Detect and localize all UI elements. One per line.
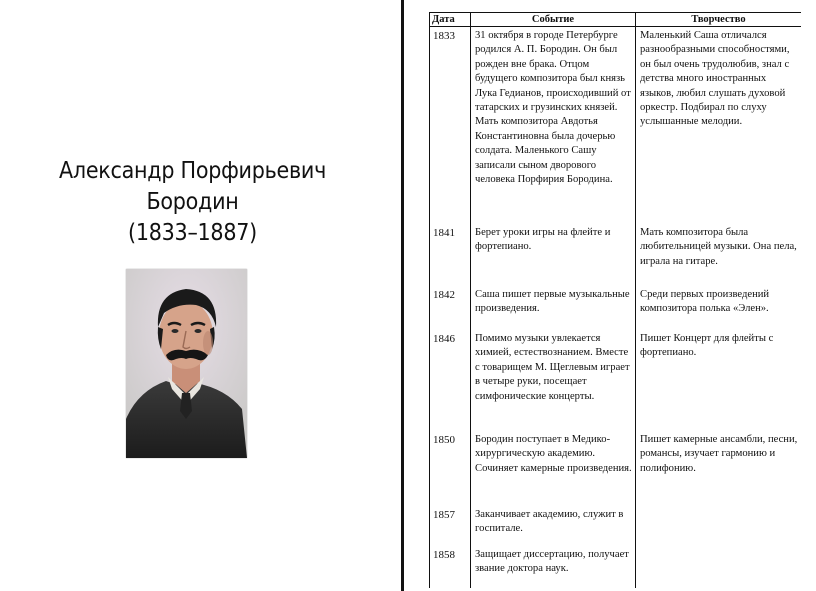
row-date: 1857	[430, 506, 471, 546]
table-row	[430, 431, 802, 506]
row-event: Заканчивает академию, служит в госпитале.	[471, 506, 636, 546]
table-row	[430, 546, 802, 588]
row-work: Пишет Концерт для флейты с фортепиано.	[636, 330, 802, 431]
chronology-table	[429, 12, 801, 588]
row-event: Помимо музыки увлекается химией, естествознанием. Вместе с товарищем М. Щеглевым играет в четыре руки, посещает симфонические концерты.	[471, 330, 636, 431]
row-event: Бородин поступает в Медико-хирургическую академию. Сочиняет камерные произведения.	[471, 431, 636, 506]
row-work	[636, 546, 802, 588]
table-header-row	[430, 13, 802, 27]
header-event: Событие	[471, 13, 636, 27]
row-event: Берет уроки игры на флейте и фортепиано.	[471, 224, 636, 286]
row-event: Саша пишет первые музыкальные произведения.	[471, 286, 636, 330]
row-work: Пишет камерные ансамбли, песни, романсы, изучает гармонию и полифонию.	[636, 431, 802, 506]
header-date: Дата	[430, 13, 471, 27]
row-date: 1846	[430, 330, 471, 431]
row-work: Маленький Саша отличался разнообразными способностями, он был очень трудолюбив, знал с детства много иностранных языков, любил слушать духовой оркестр. Подбирал по слуху услышанные мелодии.	[636, 27, 802, 225]
table-row	[430, 27, 802, 225]
page-divider	[401, 0, 404, 591]
row-date: 1858	[430, 546, 471, 588]
row-work: Мать композитора была любительницей музыки. Она пела, играла на гитаре.	[636, 224, 802, 286]
composer-surname: Бородин	[146, 189, 239, 215]
row-work	[636, 506, 802, 546]
table-row	[430, 224, 802, 286]
row-date: 1841	[430, 224, 471, 286]
row-event: 31 октября в городе Петербурге родился А. П. Бородин. Он был рожден вне брака. Отцом будущего композитора был князь Лука Гедианов, происходивший от татарских и грузинских князей. Мать композитора Авдотья Константиновна была дочерью солдата. Маленького Сашу записали сыном дворового человека Порфирия Бородина.	[471, 27, 636, 225]
header-work: Творчество	[636, 13, 802, 27]
row-work: Среди первых произведений композитора полька «Элен».	[636, 286, 802, 330]
row-date: 1842	[430, 286, 471, 330]
composer-name-first: Александр Порфирьевич	[58, 158, 327, 184]
row-event: Защищает диссертацию, получает звание доктора наук.	[471, 546, 636, 588]
portrait-title	[37, 156, 348, 249]
row-date: 1850	[430, 431, 471, 506]
composer-portrait	[126, 269, 247, 458]
table-row	[430, 286, 802, 330]
chronology-table-container	[429, 12, 801, 591]
portrait-image	[126, 269, 247, 458]
table-row	[430, 506, 802, 546]
row-date: 1833	[430, 27, 471, 225]
composer-years: (1833–1887)	[128, 220, 257, 246]
table-row	[430, 330, 802, 431]
